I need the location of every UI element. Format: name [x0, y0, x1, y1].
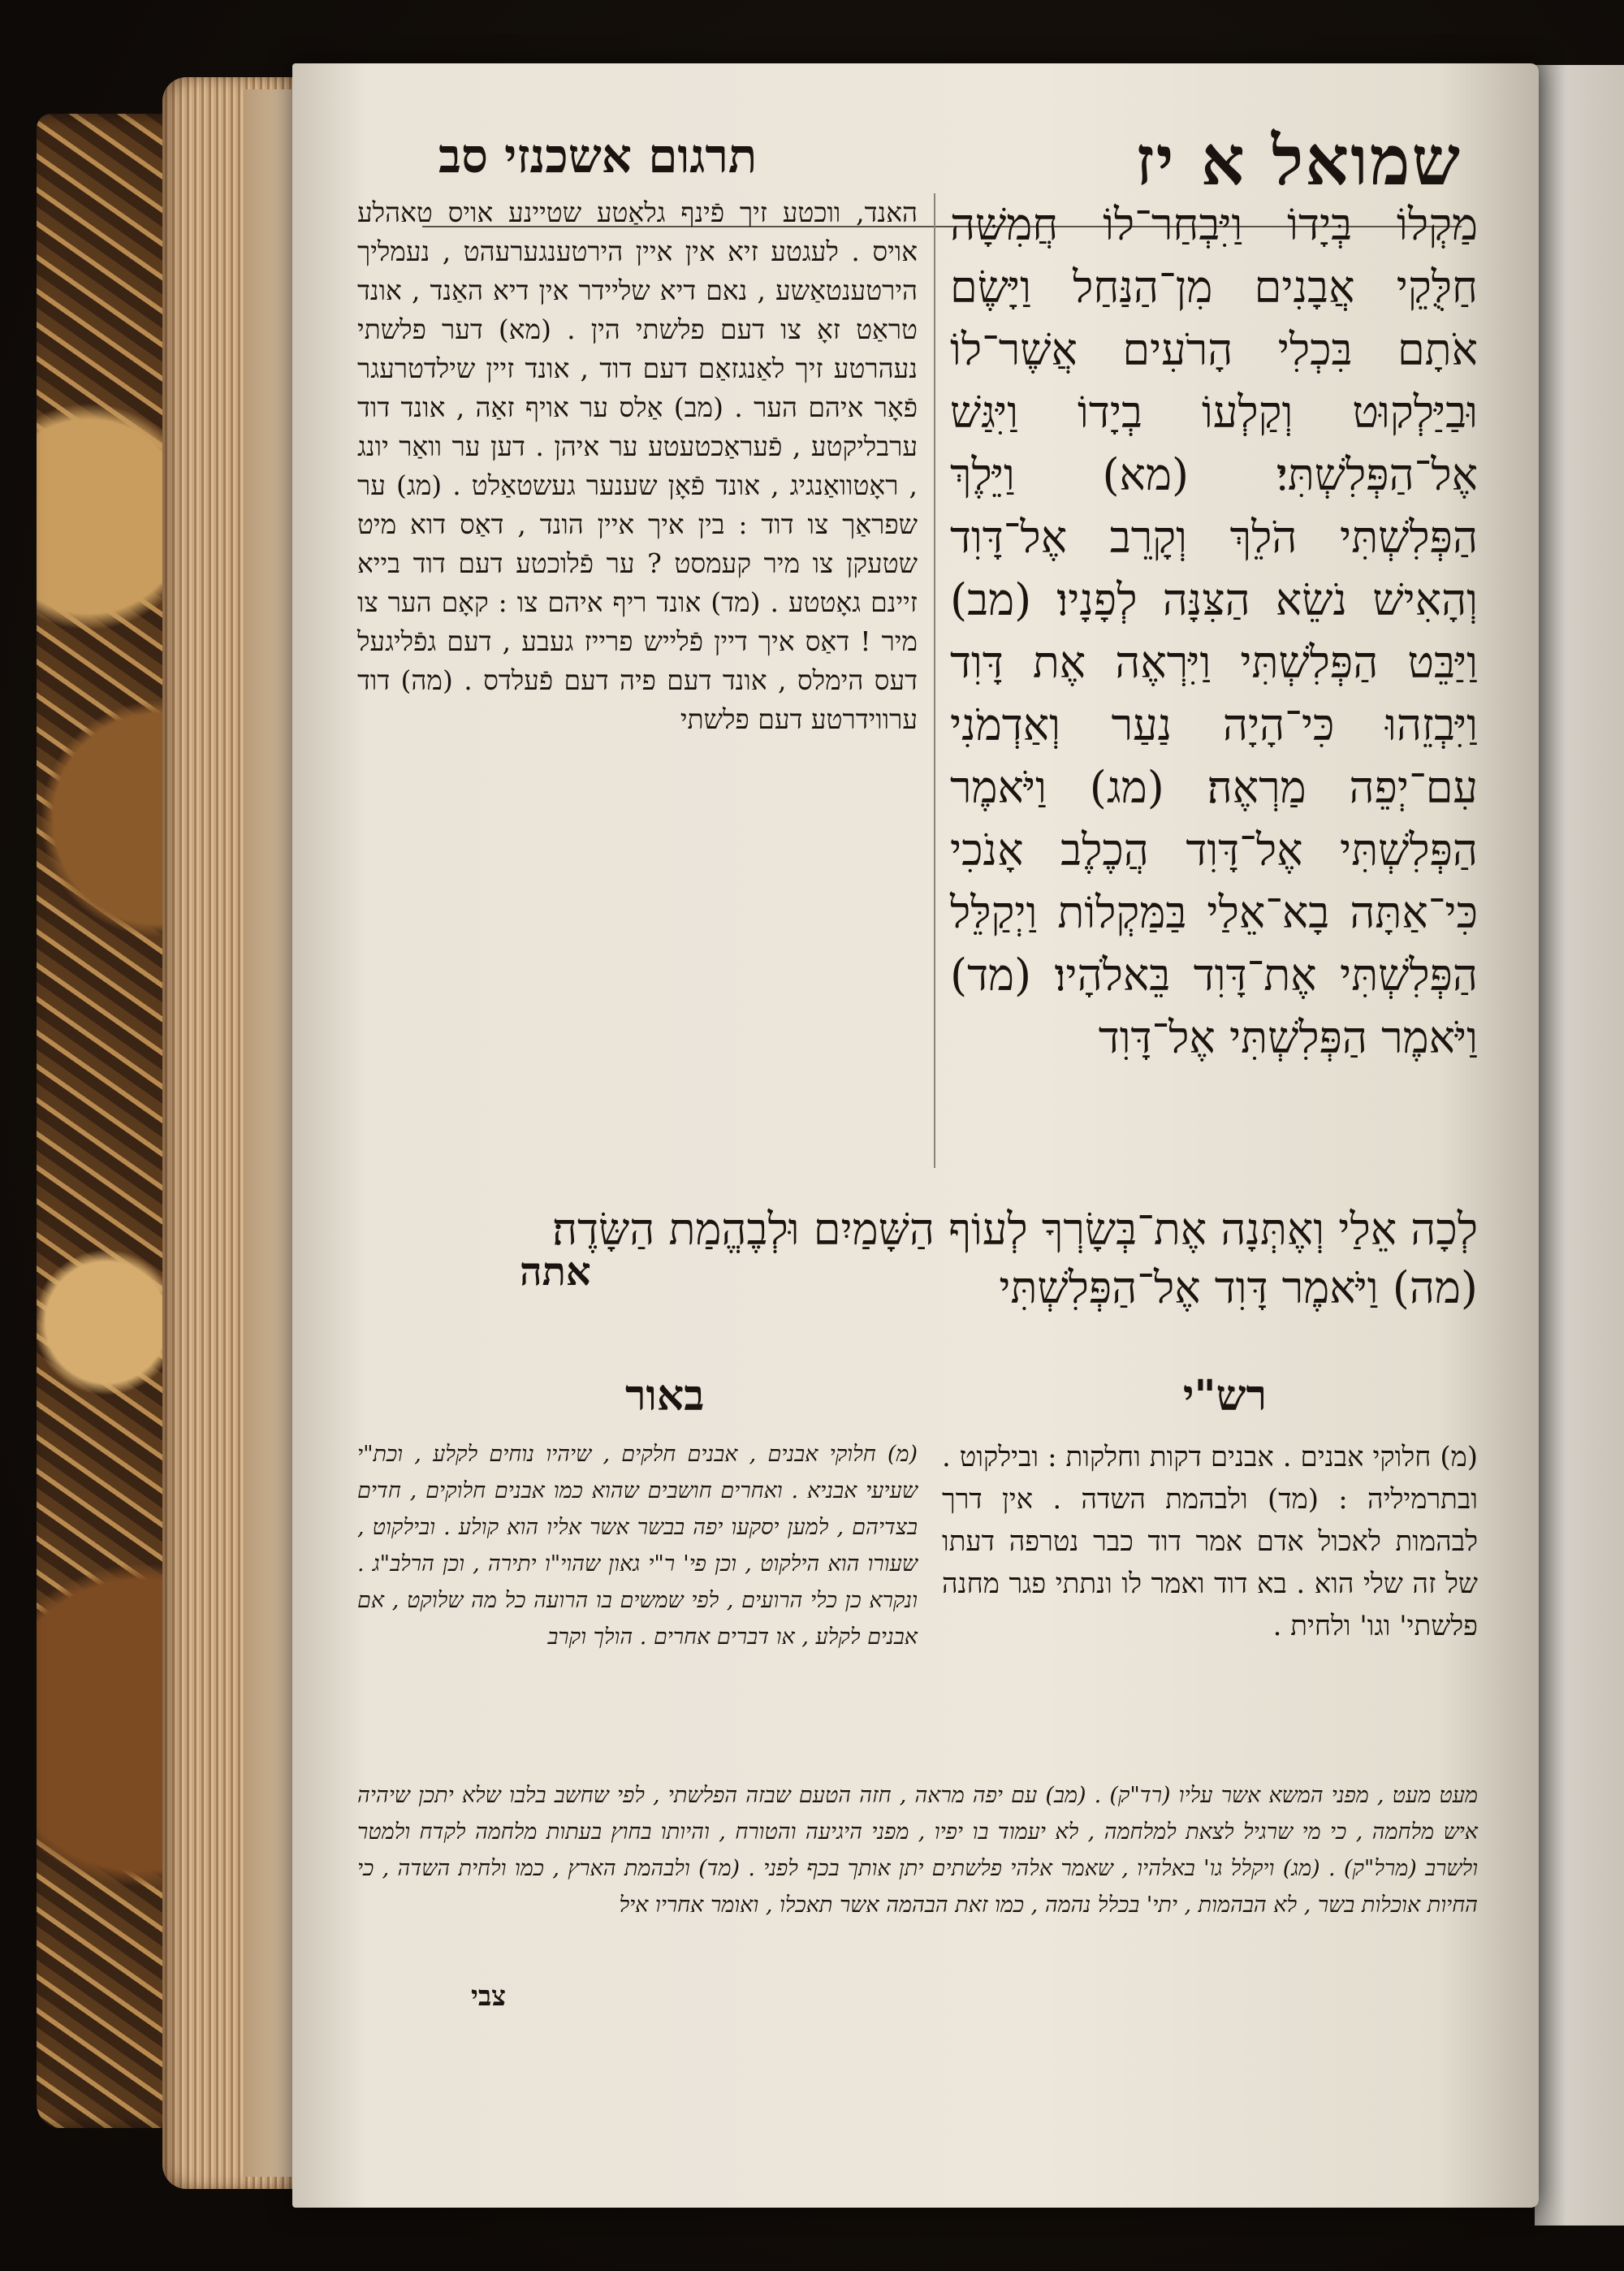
commentary-headings	[357, 1371, 1478, 1436]
book-page	[292, 63, 1539, 2208]
rashi-heading: רש"י	[1182, 1371, 1267, 1421]
hebrew-scripture-column: מַקְלוֹ בְּיָדוֹ וַיִּבְחַר־לוֹ חֲמִשָּׁה חַלֻּקֵי אֲבָנִים מִן־הַנַּחַל וַיָּשֶׂם אֹתָם בִּכְלִי הָרֹעִים אֲשֶׁר־לוֹ וּבַיַּלְקוּט וְקַלְעוֹ בְיָדוֹ וַיִּגַּשׁ אֶל־הַפְּלִשְׁתִּי׃ (מא) וַיֵּלֶךְ הַפְּלִשְׁתִּי הֹלֵךְ וְקָרֵב אֶל־דָּוִד וְהָאִישׁ נֹשֵׂא הַצִּנָּה לְפָנָיו׃ (מב) וַיַּבֵּט הַפְּלִשְׁתִּי וַיִּרְאֶה אֶת דָּוִד וַיִּבְזֵהוּ כִּי־הָיָה נַעַר וְאַדְמֹנִי עִם־יְפֵה מַרְאֶה׃ (מג) וַיֹּאמֶר הַפְּלִשְׁתִּי אֶל־דָּוִד הֲכֶלֶב אָנֹכִי כִּי־אַתָּה בָא־אֵלַי בַּמַּקְלוֹת וַיְקַלֵּל הַפְּלִשְׁתִּי אֶת־דָּוִד בֵּאלֹהָיו׃ (מד) וַיֹּאמֶר הַפְּלִשְׁתִּי אֶל־דָּוִד	[950, 199, 1478, 1063]
biur-commentary-continued: מעט מעט , מפני המשא אשר עליו (רד"ק) . (מב) עם יפה מראה , חזה הטעם שבזה הפלשתי , לפי שחשב בלבו שלא יתכן שיהיה איש מלחמה , כי מי שרגיל לצאת למלחמה , לא יעמוד בו יפיו , מפני היגיעה והטורח , והיותו בחוץ בעתות מלחמה לקדח ולמטר ולשרב (מרל"ק) . (מג) ויקלל גו' באלהיו , שאמר אלהי פלשתים יתן אותך בכף לפני . (מד) ולבהמת הארץ , כמו ולחית השדה , כי החיות אוכלות בשר , לא הבהמות , יתי' בכלל נהמה , כמו זאת הבהמה אשר תאכלו , ואומר אחריו איל	[357, 1783, 1478, 1918]
judeo-german-translation-column: האנד, ווכטע זיך פֿינף גלאַטע שטיינע אויס טאהלע אויס . לעגטע זיא אין איין הירטענגערעהט , נעמליך הירטענטאַשע , נאם דיא שליידר אין דיא האַנד , אונד טראַט זאָ צו דעם פלשתי הין . (מא) דער פלשתי נעהרטע זיך לאַנגזאַם דעם דוד , אונד זיין שילדטרעגר פֿאָר איהם הער . (מב) אַלס ער אויף זאַה , אונד דוד ערבליקטע , פֿעראַכטעטע ער איהן . דען ער וואַר יונג , ראָטוואַנגיג , אונד פֿאָן שענער געשטאַלט . (מג) ער שפראַך צו דוד : בין איך איין הונד , דאַס דוא מיט שטעקן צו מיר קעמסט ? ער פֿלוכטע דעם דוד בייא זיינם גאָטטע . (מד) אונד ריף איהם צו : קאָם הער צו מיר ! דאַס איך דיין פֿלייש פרייז געבע , דעם גפֿליגעל דעס הימלס , אונד דעם פיה דעם פֿעלדס . (מה) דוד ערווידרטע דעם פלשתי	[357, 197, 918, 735]
biur-heading: באור	[625, 1371, 705, 1421]
biur-commentary: (מ) חלוקי אבנים , אבנים חלקים , שיהיו נוחים לקלע , וכת"י שעיעי אבניא . ואחרים חושבים שהוא כמו אבנים חלוקים , חדים בצדיהם , למען יסקעו יפה בבשר אשר אליו הוא קולע . ובילקוט , שעורו הוא הילקוט , וכן פי' ר"י גאון שהוי"ו יתירה , וכן הרלב"ג . ונקרא כן כלי הרועים , לפי שמשים בו הרועה כל מה שלוקט , אם אבנים לקלע , או דברים אחרים . הולך וקרב	[357, 1442, 918, 1650]
rashi-commentary: (מ) חלוקי אבנים . אבנים דקות וחלקות : ובילקוט . ובתרמיליה : (מד) ולבהמת השדה . אין דרך לבהמות לאכול אדם אמר דוד כבר נטרפה דעתו של זה שלי הוא . בא דוד ואמר לו ונתתי פגר מחנה פלשתי' וגו' ולחית .	[942, 1441, 1478, 1642]
column-divider	[934, 193, 935, 1168]
book-chapter-title: שמואל א יז	[1135, 120, 1462, 201]
verse-line-45-start: (מה) וַיֹּאמֶר דָּוִד אֶל־הַפְּלִשְׁתִּי	[999, 1262, 1478, 1313]
facing-page-edge	[1535, 65, 1624, 2226]
signature-mark: צבי	[471, 1980, 507, 2013]
catchword: אתה	[520, 1249, 591, 1295]
verse-line-44-end: לְכָה אֵלַי וְאֶתְּנָה אֶת־בְּשָׂרְךָ לְעוֹף הַשָּׁמַיִם וּלְבֶהֱמַת הַשָּׂדֶה׃	[552, 1204, 1478, 1255]
targum-page-title: תרגום אשכנזי סב	[438, 128, 758, 184]
